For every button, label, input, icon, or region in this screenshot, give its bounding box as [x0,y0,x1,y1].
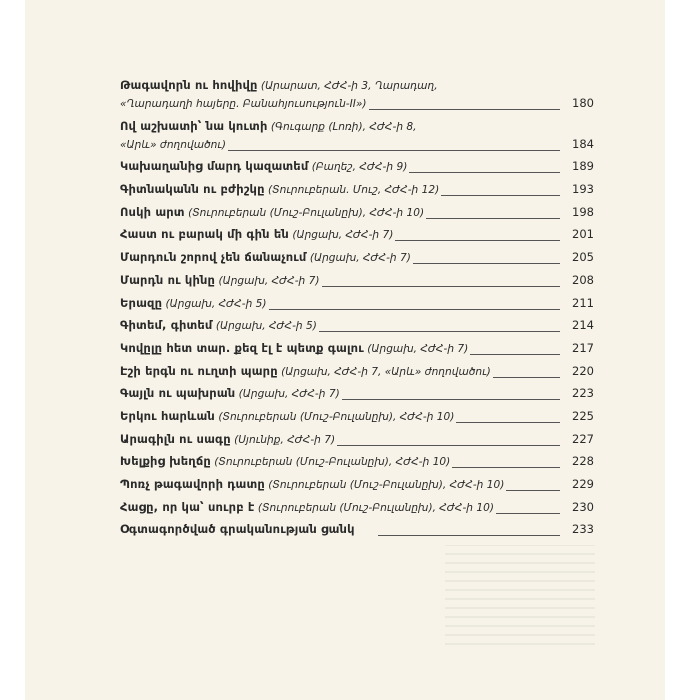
toc-entry [120,430,594,448]
toc-entry-title: Օգտագործված գրականության ցանկ [120,522,355,537]
toc-page-number: 227 [572,431,594,446]
toc-entry-source: (Գուգարք (Լոռի), ՀԺՀ-ի 8, [267,120,417,133]
toc-entry-source: (Տուրուբերան (Մուշ-Բուլանըխ), ՀԺՀ-ի 10) [210,456,451,469]
toc-page-number: 193 [572,182,594,197]
toc-entry-title: Ոսկի արտ [120,204,185,219]
toc-page-number: 217 [572,340,594,355]
toc-entry-source-cont: «Արև» ժողովածու) [120,138,227,151]
toc-entry [120,339,594,357]
toc-entry [120,316,594,334]
toc-page-number: 233 [572,522,594,537]
toc-entry [120,520,594,538]
toc-entry-title: Երկու հարևան [120,408,215,423]
toc-entry-source: (Արցախ, ՀԺՀ-ի 7) [288,229,394,242]
toc-entry-source: (Արցախ, ՀԺՀ-ի 5) [162,297,267,310]
toc-page-number: 220 [572,363,594,378]
toc-page-number: 205 [572,250,594,265]
toc-page-number: 211 [572,295,594,310]
toc-page-number: 208 [572,272,594,287]
toc-entry-source-cont: «Ղարադաղի հայերը. Բանահյուսություն-II») [120,98,367,110]
toc-entry [120,475,594,493]
toc-entry [120,157,594,175]
toc-entry-title: Գիտեմ, գիտեմ [120,318,213,333]
toc-page-number: 180 [572,96,594,110]
toc-page-number: 228 [572,454,594,469]
toc-entry-title: Հաստ ու բարակ մի գին են [120,227,289,242]
toc-entry [120,498,594,516]
toc-page-number: 223 [572,386,594,401]
toc-entry-source: (Բաղեշ, ՀԺՀ-ի 9) [308,161,408,174]
toc-entry-title: Արագիլն ու սագը [120,431,231,446]
toc-entry-title: Ով աշխատի՝ նա կուտի [120,118,268,133]
toc-entry [120,452,594,470]
faded-background-print [445,545,595,645]
toc-entry [120,271,594,289]
toc-entry-source: (Տուրուբերան (Մուշ-Բուլանըխ), ՀԺՀ-ի 10) [184,206,425,219]
toc-entry [120,362,594,380]
toc-entry-title: Երազը [120,295,163,310]
toc-entry-title: Կախաղանից մարդ կազատեմ [120,159,309,174]
toc-entry-source: (Սյունիք, ՀԺՀ-ի 7) [230,433,336,446]
toc-entry-title: Մարդն ու կինը [120,272,216,287]
toc-entry-source: (Արցախ, ՀԺՀ-ի 7) [235,388,340,401]
leader-line [378,535,560,536]
table-of-contents [120,76,594,543]
toc-page-number: 198 [572,204,594,219]
toc-page-number: 201 [572,227,594,242]
toc-page-number: 184 [572,136,594,151]
toc-entry-source: (Արցախ, ՀԺՀ-ի 7) [363,342,469,355]
toc-entry [120,117,594,153]
toc-page-number: 189 [572,159,594,174]
toc-entry-title: Գիտնականն ու բժիշկը [120,182,265,197]
toc-entry [120,294,594,312]
toc-entry-source: (Տուրուբերան (Մուշ-Բուլանըխ), ՀԺՀ-ի 10) [264,479,505,491]
toc-entry-title: Հացը, որ կա՝ սուրբ է [120,499,255,514]
toc-page-number: 225 [572,408,594,423]
toc-entry-title: Պոռչ թագավորի դատը [120,477,265,491]
toc-page-number: 229 [572,477,594,491]
toc-entry-title: Գայլն ու պախրան [120,386,236,401]
book-page [25,0,665,700]
toc-entry-title: Էշի երգն ու ուղտի պարը [120,363,278,378]
toc-entry [120,203,594,221]
toc-entry-source: (Արարատ, ՀԺՀ-ի 3, Ղարադաղ, [257,80,438,92]
toc-entry [120,384,594,402]
toc-entry-source: (Տուրուբերան (Մուշ-Բուլանըխ), ՀԺՀ-ի 10) [254,501,494,514]
toc-entry-source: (Տուրուբերան. Մուշ, ՀԺՀ-ի 12) [264,184,440,197]
toc-entry-source: (Արցախ, ՀԺՀ-ի 7) [306,252,411,265]
toc-entry-source: (Արցախ, ՀԺՀ-ի 7, «Արև» ժողովածու) [277,365,491,378]
toc-entry-title: Խելքից խեղճը [120,454,211,469]
toc-entry [120,248,594,266]
toc-entry-source: (Տուրուբերան (Մուշ-Բուլանըխ), ՀԺՀ-ի 10) [214,410,455,423]
toc-entry-source: (Արցախ, ՀԺՀ-ի 5) [212,320,317,333]
toc-entry-title: Մարդուն շորով չեն ճանաչում [120,250,307,265]
toc-entry-title: Կովըլը հետ տար. քեզ էլ է պետք գալու [120,340,364,355]
toc-entry [120,180,594,198]
toc-entry-title: Թագավորն ու հովիվը [120,78,258,92]
toc-entry [120,76,594,112]
toc-page-number: 230 [572,499,594,514]
toc-page-number: 214 [572,318,594,333]
toc-entry-source: (Արցախ, ՀԺՀ-ի 7) [215,274,320,287]
toc-entry [120,225,594,243]
toc-entry [120,407,594,425]
